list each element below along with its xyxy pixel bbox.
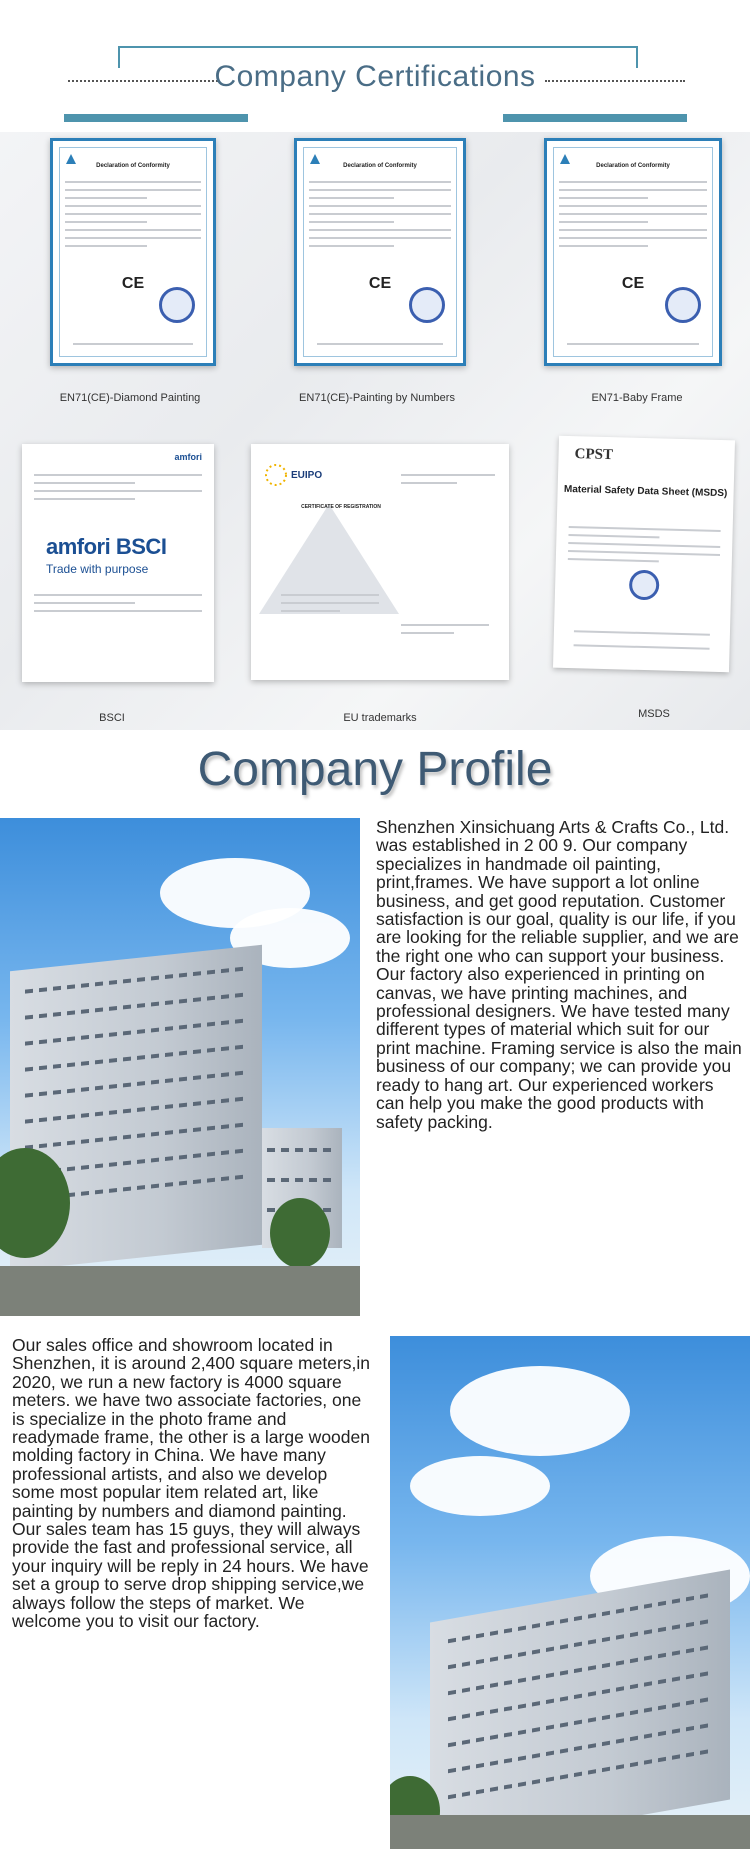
ce-mark: CE [621, 275, 645, 292]
certificate-signature-lines [401, 624, 489, 640]
certificate-title: CERTIFICATE OF REGISTRATION [301, 504, 381, 510]
ce-mark: CE [121, 275, 145, 292]
amfori-brand: amfori [46, 534, 111, 559]
header-bar-left [64, 114, 248, 122]
certificate-text-lines [568, 526, 721, 570]
certifications-header [0, 0, 750, 130]
factory-photo-1 [0, 818, 360, 1316]
certificates-gallery [0, 132, 750, 730]
certificate-footer [317, 343, 443, 345]
certificate-caption: MSDS [638, 708, 670, 720]
certificate-text-lines [559, 181, 707, 253]
seal-icon [665, 287, 701, 323]
certifications-title: Company Certifications [214, 60, 536, 93]
certificate-caption: BSCI [99, 712, 125, 724]
certificate-title: Declaration of Conformity [596, 163, 670, 169]
certificate-text-lines [309, 181, 451, 253]
ce-mark: CE [368, 275, 392, 292]
certificate-caption: EN71(CE)-Painting by Numbers [299, 392, 455, 404]
profile-paragraph-2: Our sales office and showroom located in Shenzhen, it is around 2,400 square meters,in 2020, we run a new factory is 4000 square meters. we have two associate factories, one is specialize in the photo frame and readymade frame, the other is a large wooden molding factory in China. We have many professional artists, and also we develop some most popular item related art, like painting by numbers and diamond painting. Our sales team has 15 guys, they will always provide the fast and professional service, all your inquiry will be reply in 24 hours. We have set a group to serve drop shipping service,we always follow the steps of market. We welcome you to visit our factory. [12, 1335, 370, 1632]
certificate-diamond-painting[interactable] [50, 138, 216, 366]
seal-icon [409, 287, 445, 323]
certificate-eu-trademark[interactable] [251, 444, 509, 680]
factory-photo-2 [390, 1336, 750, 1849]
certificate-title: Declaration of Conformity [96, 163, 170, 169]
certificate-text-lines [34, 474, 202, 506]
profile-paragraph-1: Shenzhen Xinsichuang Arts & Crafts Co., Ltd. was established in 2 00 9. Our company specializes in handmade oil painting, print,frames. We have support a lot online business, and get good reputation. Customer satisfaction is our goal, quality is our life, if you are looking for the reliable supplier, and we are the right one who can support your business. Our factory also experienced in printing on canvas, we have printing machines, and professional designers. We have tested many different types of material which suit for our print machine. Framing service is also the main business of our company; we can provide you ready to hang art. Our experienced workers can help you make the good products with safety packing. [376, 817, 742, 1132]
euipo-logo: EUIPO [291, 470, 323, 481]
header-frame-top [118, 46, 638, 48]
certificate-bsci[interactable] [22, 444, 214, 682]
certificate-text-lines [65, 181, 201, 253]
certificate-footer [73, 343, 193, 345]
header-bar-right [503, 114, 687, 122]
profile-title: Company Profile [197, 743, 553, 796]
certificate-caption: EN71(CE)-Diamond Painting [59, 392, 201, 404]
certificate-caption: EU trademarks [343, 712, 417, 724]
certificate-painting-by-numbers[interactable] [294, 138, 466, 366]
eu-stars-icon [265, 464, 287, 486]
certificate-footer [574, 644, 710, 650]
certificate-msds[interactable] [553, 436, 735, 673]
amfori-tagline: Trade with purpose [46, 562, 149, 576]
certificate-footer [574, 630, 710, 636]
certificate-title: Material Safety Data Sheet (MSDS) [563, 483, 728, 500]
certificate-footer [567, 343, 699, 345]
seal-icon [629, 570, 660, 601]
certificate-caption: EN71-Baby Frame [591, 392, 683, 404]
bsci-small-logo: amfori [174, 452, 202, 462]
certificate-title: Declaration of Conformity [343, 163, 417, 169]
certificate-text-lines [34, 594, 202, 618]
seal-icon [159, 287, 195, 323]
certificate-text-lines [401, 474, 495, 490]
cpst-logo: CPST [574, 446, 614, 464]
certificate-text-lines [281, 594, 379, 618]
bsci-brand: BSCI [115, 534, 167, 559]
certificate-baby-frame[interactable] [544, 138, 722, 366]
amfori-bsci-logo [46, 534, 166, 560]
